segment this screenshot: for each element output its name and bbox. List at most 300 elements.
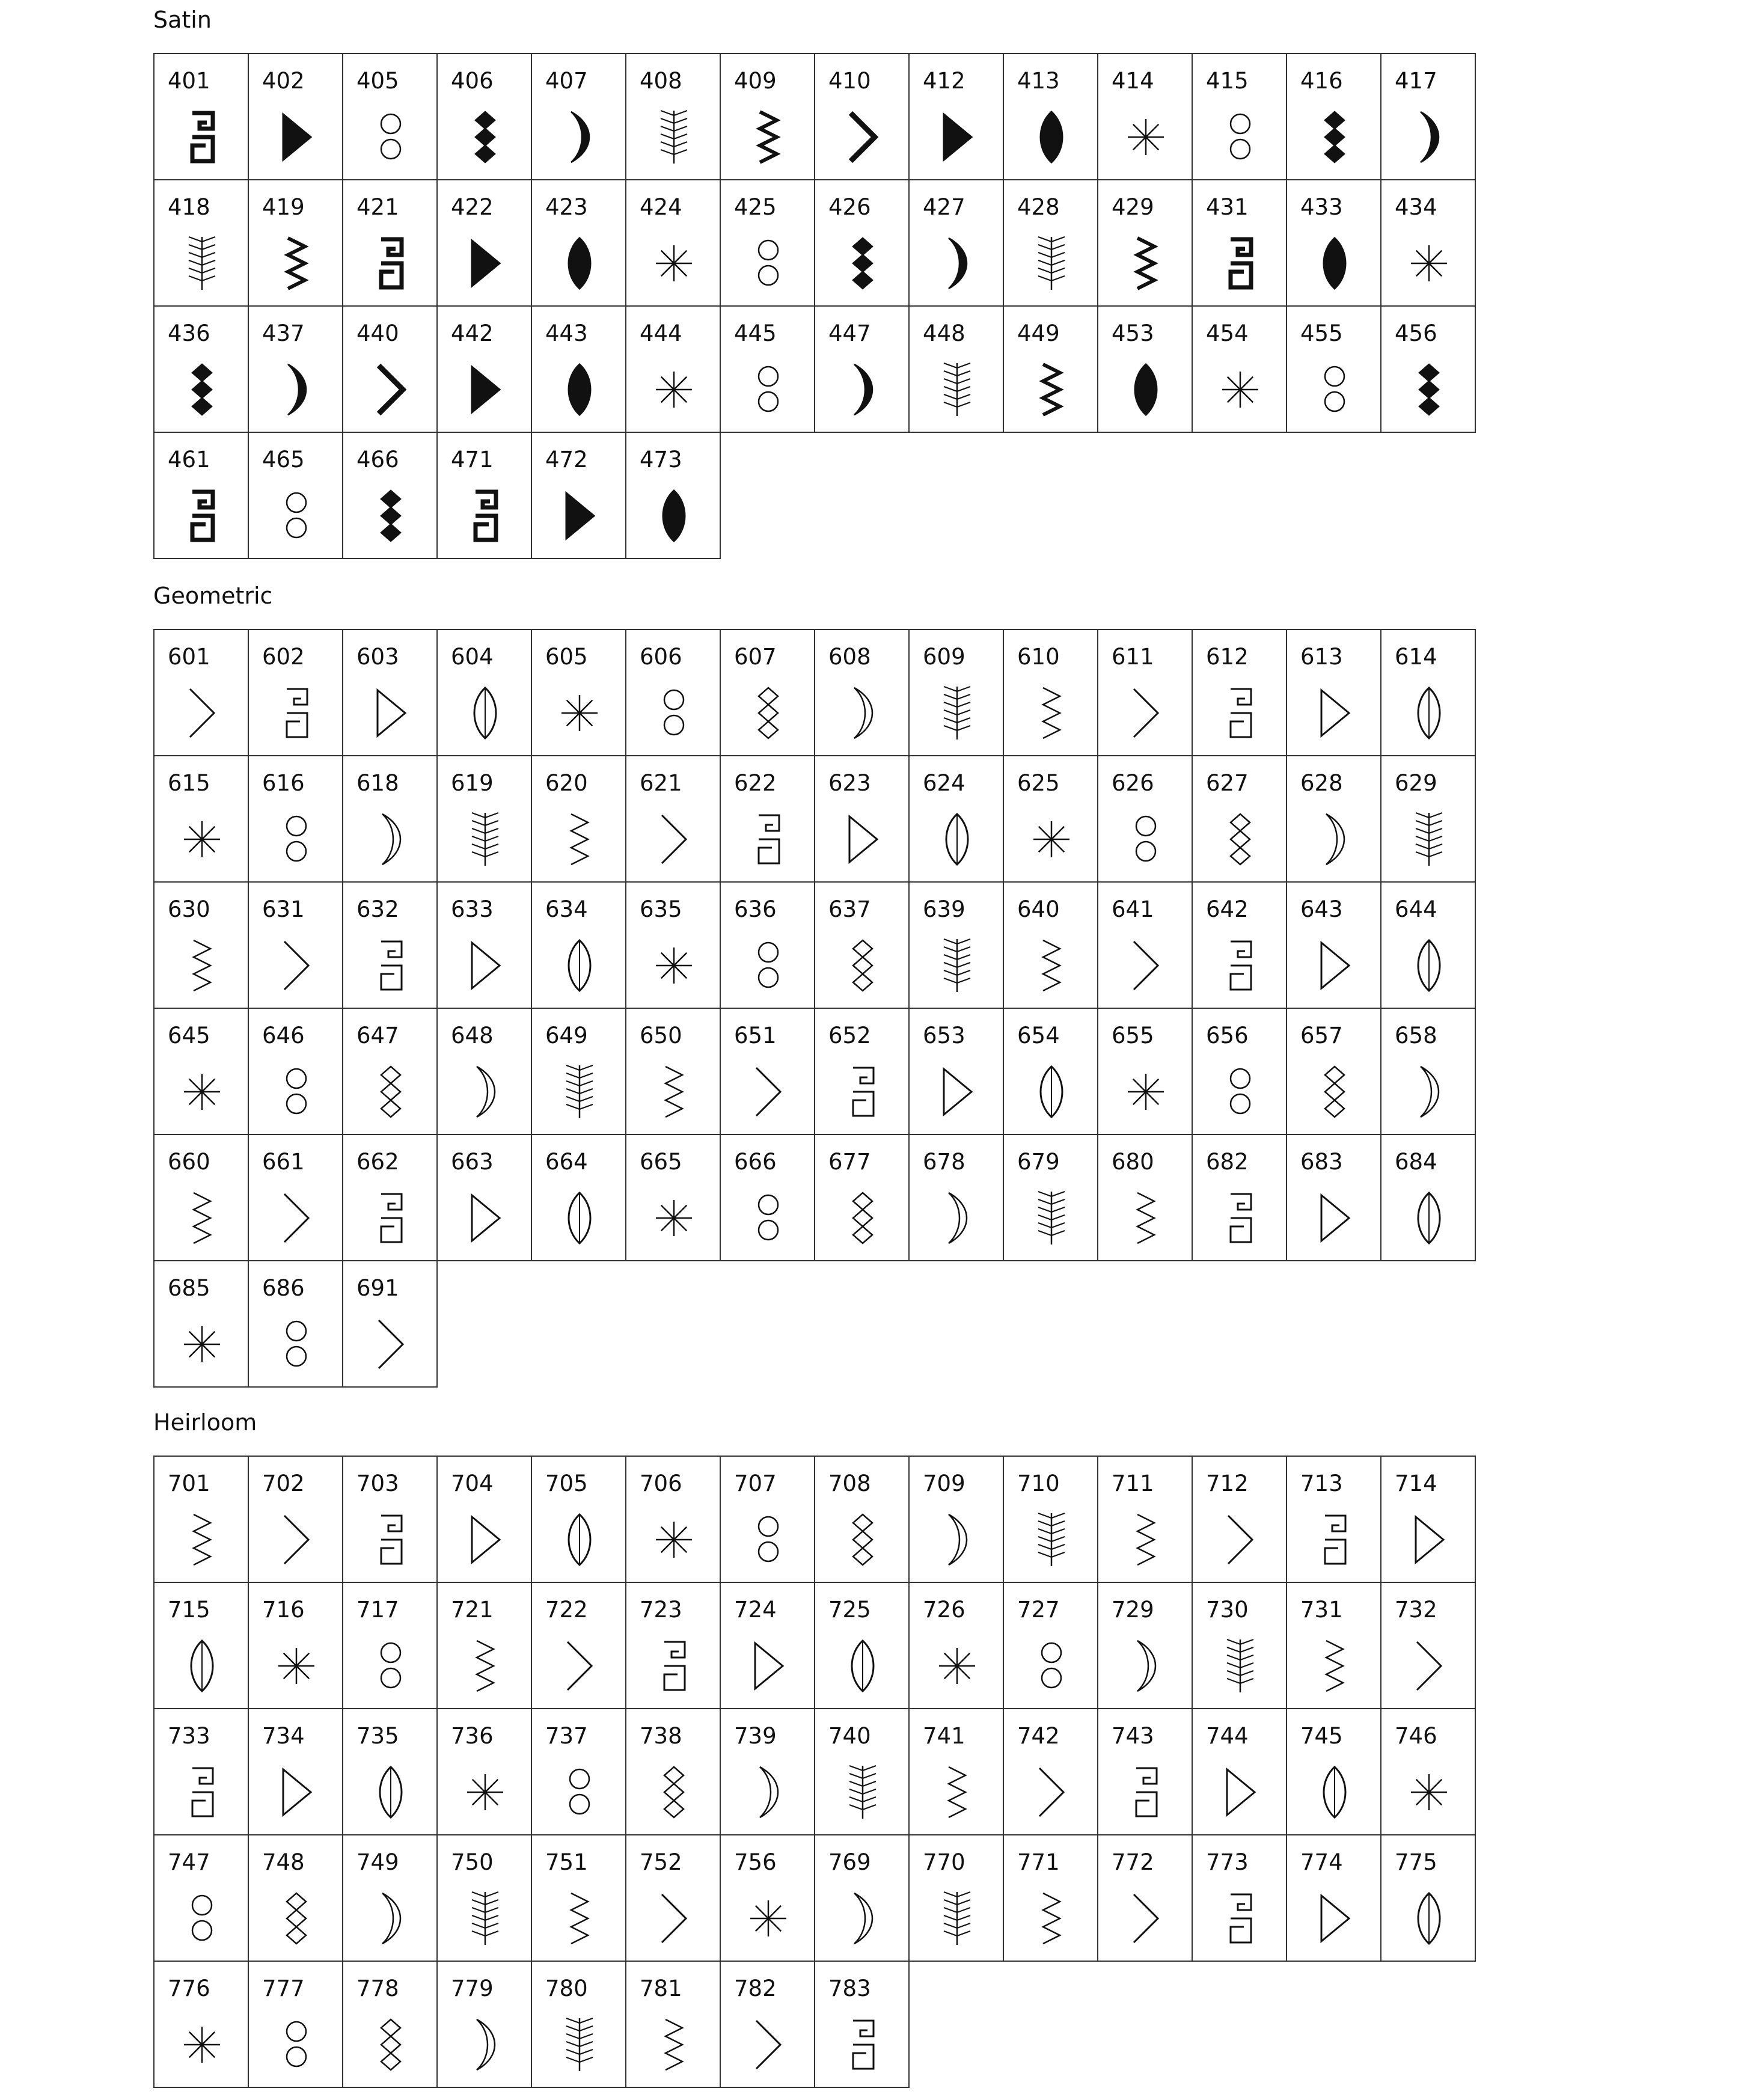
- stitch-cell: [531, 1834, 626, 1962]
- stitch-number: 746: [1395, 1723, 1437, 1749]
- stitch-pattern-icon: [462, 1510, 508, 1570]
- stitch-number: 654: [1017, 1023, 1060, 1048]
- stitch-pattern-icon: [557, 1062, 602, 1122]
- stitch-cell: [436, 305, 532, 433]
- stitch-number: 777: [262, 1976, 305, 2001]
- stitch-cell: [153, 1961, 249, 2088]
- stitch-number: 453: [1112, 320, 1154, 346]
- stitch-pattern-icon: [1123, 1636, 1169, 1696]
- stitch-pattern-icon: [745, 1636, 791, 1696]
- stitch-number: 717: [356, 1597, 399, 1623]
- stitch-cell: [720, 1834, 815, 1962]
- stitch-number: 632: [356, 896, 399, 922]
- stitch-number: 751: [545, 1849, 588, 1875]
- stitch-pattern-icon: [179, 1510, 225, 1570]
- stitch-cell: [814, 305, 910, 433]
- stitch-cell: [1097, 1708, 1193, 1835]
- stitch-cell: [1380, 1834, 1476, 1962]
- stitch-number: 781: [640, 1976, 682, 2001]
- stitch-cell: [908, 755, 1004, 883]
- stitch-number: 682: [1206, 1149, 1249, 1175]
- stitch-number: 742: [1017, 1723, 1060, 1749]
- stitch-pattern-icon: [934, 233, 980, 293]
- stitch-cell: [720, 53, 815, 180]
- stitch-pattern-icon: [1217, 1888, 1263, 1948]
- stitch-pattern-icon: [462, 2015, 508, 2075]
- stitch-pattern-icon: [179, 683, 225, 743]
- stitch-number: 716: [262, 1597, 305, 1623]
- stitch-number: 646: [262, 1023, 305, 1048]
- stitch-cell: [436, 179, 532, 307]
- stitch-pattern-icon: [745, 1762, 791, 1822]
- stitch-pattern-icon: [1312, 1636, 1357, 1696]
- stitch-number: 424: [640, 194, 682, 220]
- stitch-pattern-icon: [1029, 233, 1074, 293]
- stitch-number: 639: [923, 896, 965, 922]
- stitch-number: 653: [923, 1023, 965, 1048]
- stitch-number: 608: [828, 644, 871, 670]
- stitch-pattern-icon: [368, 1762, 414, 1822]
- stitch-number: 737: [545, 1723, 588, 1749]
- stitch-number: 610: [1017, 644, 1060, 670]
- stitch-number: 662: [356, 1149, 399, 1175]
- stitch-number: 609: [923, 644, 965, 670]
- stitch-pattern-icon: [840, 935, 886, 996]
- stitch-pattern-icon: [1029, 935, 1074, 996]
- stitch-pattern-icon: [840, 1510, 886, 1570]
- stitch-number: 779: [451, 1976, 494, 2001]
- stitch-number: 601: [168, 644, 210, 670]
- stitch-pattern-icon: [934, 1510, 980, 1570]
- stitch-number: 738: [640, 1723, 682, 1749]
- stitch-pattern-icon: [274, 1314, 319, 1374]
- stitch-pattern-icon: [1406, 107, 1452, 167]
- stitch-number: 629: [1395, 770, 1437, 796]
- stitch-pattern-icon: [651, 809, 697, 869]
- stitch-cell: [1003, 1582, 1098, 1709]
- stitch-pattern-icon: [557, 1888, 602, 1948]
- stitch-cell: [1286, 1134, 1381, 1261]
- stitch-cell: [531, 881, 626, 1009]
- stitch-pattern-icon: [1217, 233, 1263, 293]
- stitch-number: 772: [1112, 1849, 1154, 1875]
- stitch-pattern-icon: [557, 486, 602, 546]
- stitch-number: 655: [1112, 1023, 1154, 1048]
- stitch-pattern-icon: [1406, 1188, 1452, 1248]
- stitch-cell: [153, 305, 249, 433]
- stitch-pattern-icon: [1217, 1762, 1263, 1822]
- section-title: Heirloom: [153, 1409, 257, 1436]
- stitch-cell: [814, 755, 910, 883]
- stitch-cell: [720, 1582, 815, 1709]
- stitch-cell: [814, 1708, 910, 1835]
- stitch-pattern-icon: [368, 486, 414, 546]
- stitch-pattern-icon: [745, 1510, 791, 1570]
- stitch-cell: [908, 1834, 1004, 1962]
- stitch-pattern-icon: [745, 107, 791, 167]
- stitch-number: 732: [1395, 1597, 1437, 1623]
- stitch-number: 647: [356, 1023, 399, 1048]
- stitch-pattern-icon: [1123, 360, 1169, 420]
- stitch-cell: [153, 881, 249, 1009]
- stitch-cell: [153, 629, 249, 756]
- stitch-pattern-icon: [1123, 107, 1169, 167]
- stitch-number: 677: [828, 1149, 871, 1175]
- stitch-cell: [625, 1582, 721, 1709]
- stitch-cell: [1192, 53, 1287, 180]
- stitch-cell: [531, 305, 626, 433]
- stitch-number: 715: [168, 1597, 210, 1623]
- stitch-cell: [531, 1134, 626, 1261]
- stitch-pattern-icon: [274, 809, 319, 869]
- stitch-pattern-icon: [1029, 107, 1074, 167]
- stitch-cell: [342, 1134, 438, 1261]
- stitch-cell: [342, 1708, 438, 1835]
- stitch-cell: [814, 1456, 910, 1583]
- stitch-number: 743: [1112, 1723, 1154, 1749]
- stitch-pattern-icon: [274, 486, 319, 546]
- stitch-pattern-icon: [274, 1188, 319, 1248]
- stitch-number: 622: [734, 770, 777, 796]
- stitch-cell: [1286, 755, 1381, 883]
- stitch-number: 434: [1395, 194, 1437, 220]
- stitch-pattern-icon: [179, 1188, 225, 1248]
- stitch-pattern-icon: [462, 683, 508, 743]
- stitch-pattern-icon: [840, 683, 886, 743]
- stitch-number: 776: [168, 1976, 210, 2001]
- stitch-number: 408: [640, 68, 682, 94]
- stitch-cell: [720, 881, 815, 1009]
- stitch-number: 650: [640, 1023, 682, 1048]
- stitch-pattern-icon: [179, 107, 225, 167]
- stitch-pattern-icon: [368, 107, 414, 167]
- stitch-cell: [1192, 305, 1287, 433]
- stitch-pattern-icon: [651, 360, 697, 420]
- stitch-cell: [436, 1582, 532, 1709]
- stitch-cell: [1003, 881, 1098, 1009]
- stitch-cell: [531, 629, 626, 756]
- stitch-number: 783: [828, 1976, 871, 2001]
- stitch-pattern-icon: [1029, 1188, 1074, 1248]
- stitch-number: 736: [451, 1723, 494, 1749]
- stitch-cell: [342, 1834, 438, 1962]
- stitch-number: 402: [262, 68, 305, 94]
- stitch-number: 744: [1206, 1723, 1249, 1749]
- stitch-pattern-icon: [745, 935, 791, 996]
- stitch-number: 619: [451, 770, 494, 796]
- stitch-pattern-icon: [557, 935, 602, 996]
- stitch-pattern-icon: [1123, 683, 1169, 743]
- stitch-number: 415: [1206, 68, 1249, 94]
- stitch-number: 423: [545, 194, 588, 220]
- stitch-number: 652: [828, 1023, 871, 1048]
- stitch-pattern-icon: [840, 1062, 886, 1122]
- stitch-cell: [248, 629, 343, 756]
- stitch-cell: [625, 179, 721, 307]
- stitch-cell: [1286, 1708, 1381, 1835]
- stitch-pattern-icon: [1406, 1888, 1452, 1948]
- stitch-pattern-icon: [179, 486, 225, 546]
- stitch-cell: [814, 1582, 910, 1709]
- stitch-cell: [814, 1961, 910, 2088]
- stitch-cell: [153, 1260, 249, 1388]
- stitch-pattern-icon: [274, 1510, 319, 1570]
- stitch-cell: [1097, 1008, 1193, 1135]
- stitch-pattern-icon: [274, 233, 319, 293]
- stitch-pattern-icon: [368, 1636, 414, 1696]
- stitch-number: 725: [828, 1597, 871, 1623]
- stitch-number: 656: [1206, 1023, 1249, 1048]
- stitch-cell: [248, 881, 343, 1009]
- stitch-number: 444: [640, 320, 682, 346]
- stitch-number: 428: [1017, 194, 1060, 220]
- stitch-pattern-icon: [557, 809, 602, 869]
- stitch-number: 663: [451, 1149, 494, 1175]
- stitch-pattern-icon: [462, 486, 508, 546]
- stitch-cell: [1097, 1834, 1193, 1962]
- stitch-pattern-icon: [1123, 1188, 1169, 1248]
- stitch-cell: [1192, 1456, 1287, 1583]
- stitch-pattern-icon: [745, 1062, 791, 1122]
- stitch-cell: [625, 432, 721, 559]
- stitch-cell: [625, 1961, 721, 2088]
- stitch-number: 416: [1300, 68, 1343, 94]
- stitch-pattern-icon: [934, 1636, 980, 1696]
- stitch-pattern-icon: [557, 360, 602, 420]
- stitch-cell: [814, 1134, 910, 1261]
- stitch-cell: [1286, 1582, 1381, 1709]
- stitch-cell: [720, 1008, 815, 1135]
- stitch-cell: [720, 179, 815, 307]
- stitch-number: 613: [1300, 644, 1343, 670]
- stitch-pattern-icon: [745, 683, 791, 743]
- stitch-number: 443: [545, 320, 588, 346]
- stitch-pattern-icon: [368, 1062, 414, 1122]
- stitch-number: 426: [828, 194, 871, 220]
- stitch-cell: [1286, 179, 1381, 307]
- stitch-cell: [1380, 179, 1476, 307]
- stitch-number: 407: [545, 68, 588, 94]
- stitch-cell: [814, 881, 910, 1009]
- stitch-number: 455: [1300, 320, 1343, 346]
- stitch-pattern-icon: [1312, 1062, 1357, 1122]
- stitch-pattern-icon: [274, 360, 319, 420]
- stitch-cell: [908, 1134, 1004, 1261]
- stitch-pattern-icon: [557, 1762, 602, 1822]
- stitch-pattern-icon: [1312, 107, 1357, 167]
- stitch-cell: [814, 1008, 910, 1135]
- stitch-number: 740: [828, 1723, 871, 1749]
- stitch-cell: [1003, 1008, 1098, 1135]
- stitch-number: 472: [545, 447, 588, 473]
- stitch-pattern-icon: [1029, 683, 1074, 743]
- stitch-number: 454: [1206, 320, 1249, 346]
- stitch-cell: [1380, 881, 1476, 1009]
- stitch-pattern-icon: [1406, 809, 1452, 869]
- stitch-pattern-icon: [462, 1762, 508, 1822]
- stitch-cell: [1192, 1834, 1287, 1962]
- stitch-number: 721: [451, 1597, 494, 1623]
- stitch-number: 618: [356, 770, 399, 796]
- stitch-number: 701: [168, 1471, 210, 1496]
- stitch-pattern-icon: [651, 683, 697, 743]
- stitch-number: 769: [828, 1849, 871, 1875]
- stitch-number: 401: [168, 68, 210, 94]
- stitch-cell: [625, 1134, 721, 1261]
- stitch-pattern-icon: [179, 1762, 225, 1822]
- stitch-cell: [814, 53, 910, 180]
- stitch-cell: [908, 1582, 1004, 1709]
- stitch-cell: [814, 179, 910, 307]
- stitch-pattern-icon: [274, 935, 319, 996]
- stitch-number: 709: [923, 1471, 965, 1496]
- stitch-cell: [248, 53, 343, 180]
- stitch-number: 665: [640, 1149, 682, 1175]
- stitch-pattern-icon: [1217, 1062, 1263, 1122]
- stitch-number: 771: [1017, 1849, 1060, 1875]
- stitch-cell: [248, 432, 343, 559]
- stitch-pattern-icon: [651, 486, 697, 546]
- stitch-number: 657: [1300, 1023, 1343, 1048]
- stitch-pattern-icon: [934, 1762, 980, 1822]
- stitch-number: 640: [1017, 896, 1060, 922]
- stitch-cell: [342, 629, 438, 756]
- stitch-pattern-icon: [1312, 935, 1357, 996]
- stitch-number: 729: [1112, 1597, 1154, 1623]
- stitch-number: 436: [168, 320, 210, 346]
- stitch-number: 726: [923, 1597, 965, 1623]
- stitch-cell: [1192, 629, 1287, 756]
- stitch-number: 410: [828, 68, 871, 94]
- stitch-pattern-icon: [274, 1762, 319, 1822]
- stitch-number: 714: [1395, 1471, 1437, 1496]
- stitch-cell: [1286, 305, 1381, 433]
- stitch-number: 448: [923, 320, 965, 346]
- stitch-pattern-icon: [1312, 1188, 1357, 1248]
- stitch-cell: [342, 179, 438, 307]
- stitch-number: 644: [1395, 896, 1437, 922]
- stitch-number: 471: [451, 447, 494, 473]
- stitch-number: 750: [451, 1849, 494, 1875]
- stitch-pattern-icon: [179, 360, 225, 420]
- stitch-number: 602: [262, 644, 305, 670]
- stitch-cell: [1097, 755, 1193, 883]
- stitch-number: 706: [640, 1471, 682, 1496]
- stitch-pattern-icon: [368, 935, 414, 996]
- stitch-number: 630: [168, 896, 210, 922]
- stitch-cell: [908, 305, 1004, 433]
- stitch-cell: [342, 755, 438, 883]
- stitch-cell: [1380, 305, 1476, 433]
- stitch-number: 628: [1300, 770, 1343, 796]
- stitch-number: 642: [1206, 896, 1249, 922]
- stitch-pattern-icon: [1406, 360, 1452, 420]
- stitch-cell: [531, 53, 626, 180]
- stitch-cell: [248, 179, 343, 307]
- stitch-number: 649: [545, 1023, 588, 1048]
- stitch-cell: [1003, 305, 1098, 433]
- stitch-pattern-icon: [274, 2015, 319, 2075]
- stitch-pattern-icon: [462, 809, 508, 869]
- stitch-cell: [1192, 881, 1287, 1009]
- stitch-number: 722: [545, 1597, 588, 1623]
- stitch-number: 775: [1395, 1849, 1437, 1875]
- stitch-pattern-icon: [745, 360, 791, 420]
- stitch-pattern-icon: [651, 1188, 697, 1248]
- stitch-number: 712: [1206, 1471, 1249, 1496]
- stitch-cell: [1003, 1134, 1098, 1261]
- stitch-pattern-icon: [179, 233, 225, 293]
- stitch-pattern-icon: [745, 1188, 791, 1248]
- stitch-cell: [153, 1008, 249, 1135]
- stitch-cell: [720, 1134, 815, 1261]
- stitch-number: 422: [451, 194, 494, 220]
- stitch-pattern-icon: [1123, 1510, 1169, 1570]
- stitch-number: 624: [923, 770, 965, 796]
- stitch-number: 658: [1395, 1023, 1437, 1048]
- stitch-cell: [248, 1260, 343, 1388]
- stitch-number: 440: [356, 320, 399, 346]
- stitch-pattern-icon: [651, 1762, 697, 1822]
- stitch-number: 730: [1206, 1597, 1249, 1623]
- stitch-pattern-icon: [368, 2015, 414, 2075]
- stitch-cell: [625, 1008, 721, 1135]
- stitch-number: 461: [168, 447, 210, 473]
- stitch-cell: [625, 1456, 721, 1583]
- stitch-number: 739: [734, 1723, 777, 1749]
- stitch-number: 661: [262, 1149, 305, 1175]
- stitch-pattern-icon: [1217, 1188, 1263, 1248]
- stitch-cell: [1097, 53, 1193, 180]
- stitch-pattern-icon: [840, 1762, 886, 1822]
- stitch-number: 685: [168, 1275, 210, 1301]
- stitch-number: 447: [828, 320, 871, 346]
- stitch-pattern-icon: [1123, 935, 1169, 996]
- stitch-number: 607: [734, 644, 777, 670]
- stitch-number: 615: [168, 770, 210, 796]
- stitch-pattern-icon: [1406, 1510, 1452, 1570]
- stitch-cell: [625, 1708, 721, 1835]
- stitch-cell: [1380, 1134, 1476, 1261]
- stitch-number: 626: [1112, 770, 1154, 796]
- stitch-pattern-icon: [179, 1888, 225, 1948]
- stitch-number: 749: [356, 1849, 399, 1875]
- stitch-number: 741: [923, 1723, 965, 1749]
- stitch-pattern-icon: [1029, 1888, 1074, 1948]
- stitch-pattern-icon: [840, 809, 886, 869]
- stitch-pattern-icon: [462, 935, 508, 996]
- stitch-number: 621: [640, 770, 682, 796]
- stitch-cell: [531, 1708, 626, 1835]
- stitch-cell: [248, 1456, 343, 1583]
- stitch-pattern-icon: [179, 1062, 225, 1122]
- stitch-number: 417: [1395, 68, 1437, 94]
- stitch-number: 703: [356, 1471, 399, 1496]
- stitch-pattern-icon: [1123, 1888, 1169, 1948]
- stitch-number: 431: [1206, 194, 1249, 220]
- stitch-number: 413: [1017, 68, 1060, 94]
- stitch-cell: [1286, 1008, 1381, 1135]
- stitch-cell: [436, 1961, 532, 2088]
- stitch-pattern-icon: [368, 360, 414, 420]
- stitch-pattern-icon: [840, 107, 886, 167]
- stitch-cell: [1097, 881, 1193, 1009]
- stitch-cell: [531, 1456, 626, 1583]
- stitch-cell: [342, 432, 438, 559]
- stitch-cell: [531, 179, 626, 307]
- stitch-pattern-icon: [462, 1888, 508, 1948]
- stitch-pattern-icon: [1217, 935, 1263, 996]
